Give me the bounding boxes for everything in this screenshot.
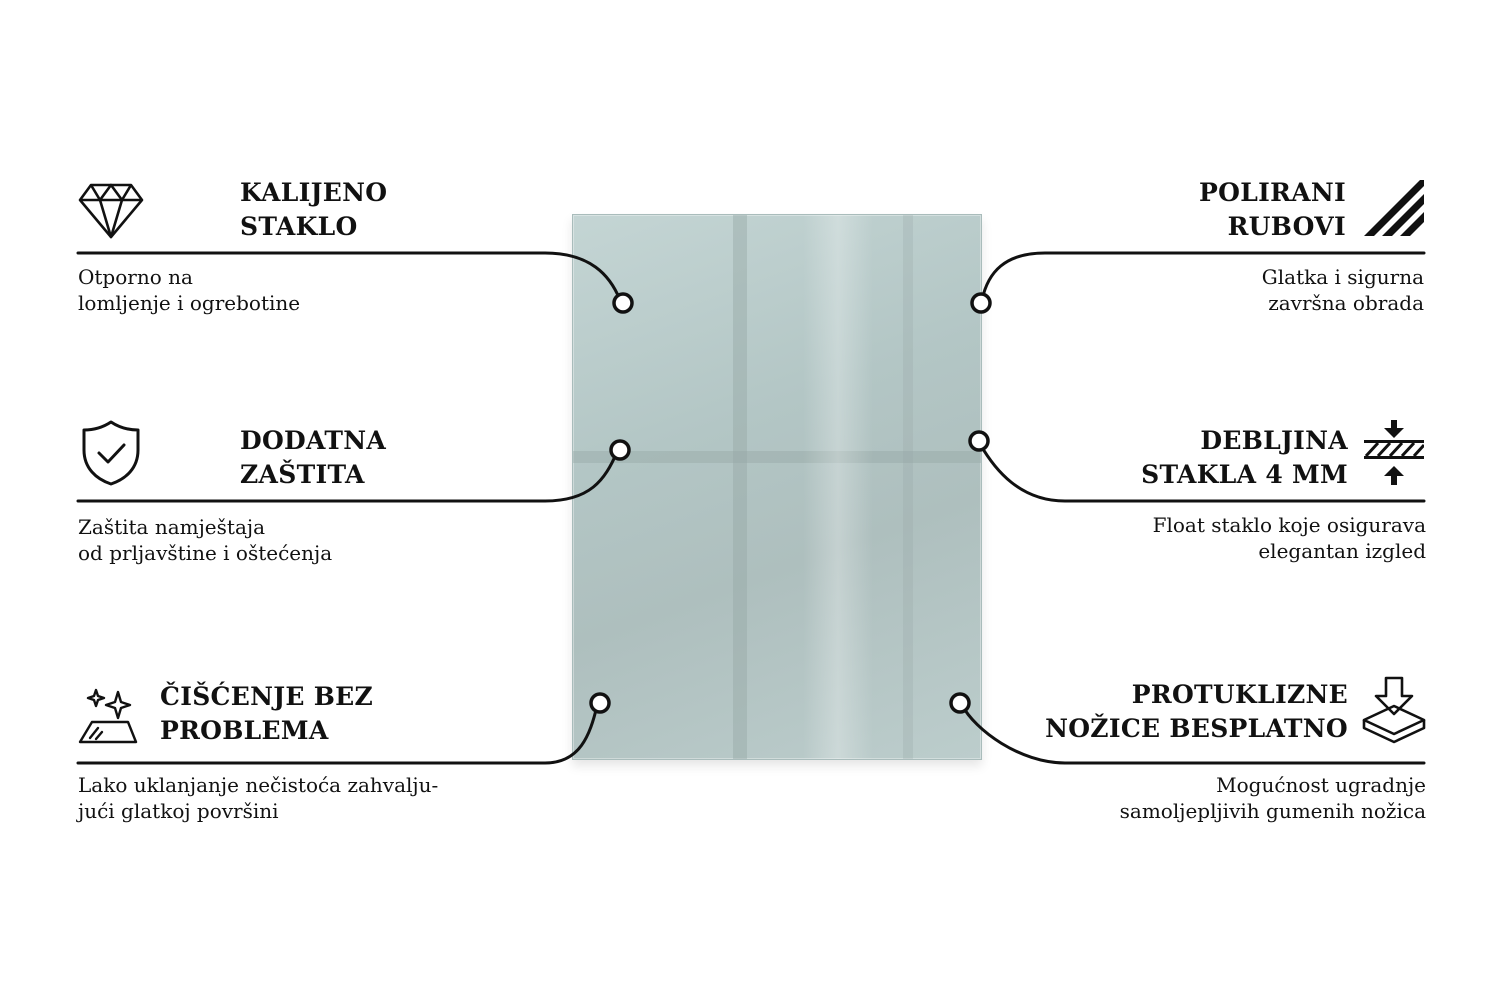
glass-shine <box>803 215 873 759</box>
feature-title: DODATNA ZAŠTITA <box>240 426 387 489</box>
feature-extra-protection <box>78 424 518 574</box>
feature-glass-thickness <box>1004 424 1426 574</box>
glass-panel <box>572 214 982 760</box>
sparkle-surface-icon <box>78 686 140 746</box>
feature-description: Lako uklanjanje nečistoća zahvalju- jući glatkoj površini <box>78 773 439 823</box>
feature-title: KALIJENO STAKLO <box>240 178 388 241</box>
feature-title: DEBLJINA STAKLA 4 MM <box>1141 426 1348 489</box>
feature-description: Zaštita namještaja od prljavštine i oštećenja <box>78 515 333 565</box>
shield-check-icon <box>80 418 142 488</box>
window-reflection-frame <box>733 215 747 759</box>
feature-title: PROTUKLIZNE NOŽICE BESPLATNO <box>1045 680 1348 743</box>
anti-slip-pads-icon <box>1362 676 1426 746</box>
feature-description: Mogućnost ugradnje samoljepljivih gumenih nožica <box>1119 773 1426 823</box>
diamond-icon <box>78 182 144 240</box>
feature-title: POLIRANI RUBOVI <box>1199 178 1346 241</box>
polished-edges-icon <box>1364 178 1424 238</box>
feature-polished-edges <box>1004 176 1424 326</box>
feature-tempered-glass <box>78 176 518 326</box>
feature-anti-slip-pads <box>1004 678 1426 828</box>
window-reflection-frame <box>573 451 981 463</box>
feature-easy-cleaning <box>78 680 538 830</box>
feature-title: ČIŠĆENJE BEZ PROBLEMA <box>160 682 374 745</box>
window-reflection-frame <box>903 215 913 759</box>
feature-description: Glatka i sigurna završna obrada <box>1261 265 1424 315</box>
feature-description: Float staklo koje osigurava elegantan izgled <box>1152 513 1426 563</box>
feature-description: Otporno na lomljenje i ogrebotine <box>78 265 301 315</box>
thickness-icon <box>1364 420 1424 486</box>
